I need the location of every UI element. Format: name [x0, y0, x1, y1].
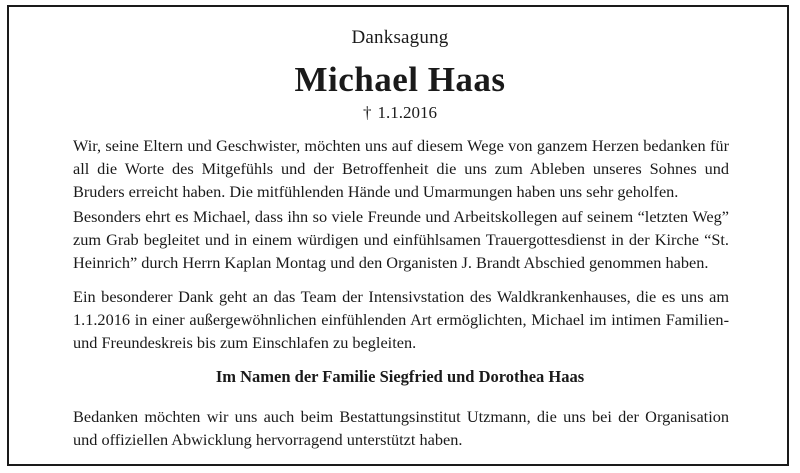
thanks-paragraph-hospital: Ein besonderer Dank geht an das Team der Intensivstation des Waldkrankenhauses, die es uns am 1.1.2016 in einer außergewöhnlichen einfühlenden Art ermöglichten, Michael im intimen Familien- und Freundeskreis bis zum Einschlafen zu begleiten. — [73, 287, 729, 352]
deceased-name: Michael Haas — [294, 60, 506, 99]
death-date: 1.1.2016 — [377, 103, 437, 122]
notice-heading: Danksagung — [351, 27, 449, 48]
family-signature: Im Namen der Familie Siegfried und Dorothea Haas — [215, 367, 585, 386]
thanks-paragraph-funeral-home: Bedanken möchten wir uns auch beim Bestattungsinstitut Utzmann, die uns bei der Organisation und offiziellen Abwicklung hervorragend unterstützt haben. — [73, 407, 729, 449]
death-date-line — [0, 103, 800, 123]
cross-icon: † — [363, 103, 372, 122]
thanks-paragraph-funeral: Besonders ehrt es Michael, dass ihn so viele Freunde und Arbeitskollegen auf seinem “letzten Weg” zum Grab begleitet und in einem würdigen und einfühlsamen Trauergottesdienst in der Kirche “St. Heinrich” durch Herrn Kaplan Montag und den Organisten J. Brandt Abschied genommen haben. — [73, 207, 729, 272]
thanks-paragraph-family: Wir, seine Eltern und Geschwister, möchten uns auf diesem Wege von ganzem Herzen bedanken für all die Worte des Mitgefühls und der Betroffenheit die uns zum Ableben unseres Sohnes und Bruders erreicht haben. Die mitfühlenden Hände und Umarmungen haben uns sehr geholfen. — [73, 136, 729, 201]
